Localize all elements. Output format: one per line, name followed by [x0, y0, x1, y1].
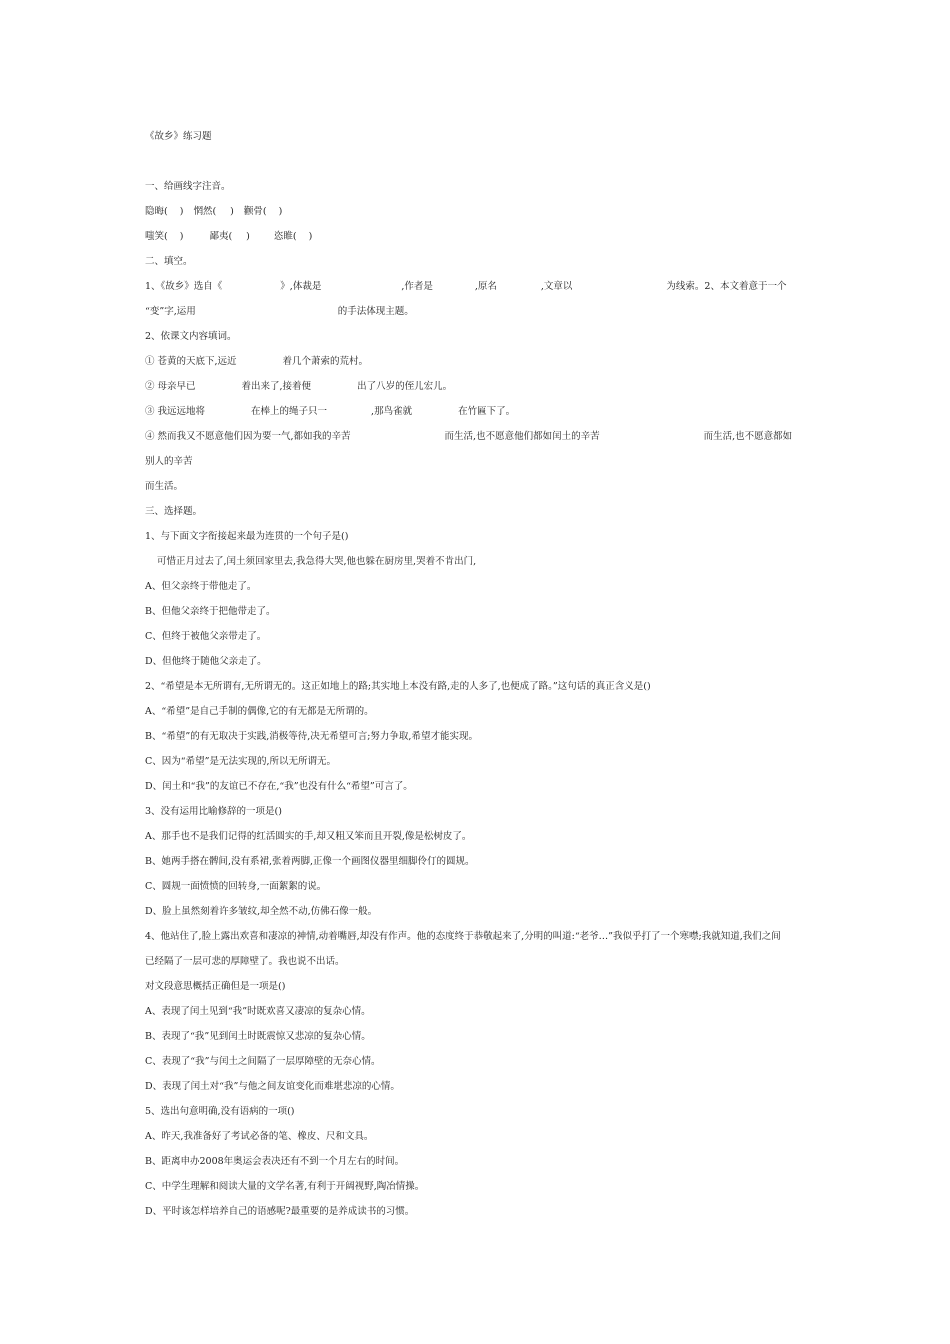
choice-2-option-b: B、“希望”的有无取决于实践,消极等待,决无希望可言;努力争取,希望才能实现。 [145, 731, 478, 742]
choice-3-stem: 3、没有运用比喻修辞的一项是() [145, 806, 282, 817]
text-segment: ,原名 [474, 281, 497, 292]
choice-2-option-c: C、因为“希望”是无法实现的,所以无所谓无。 [145, 756, 337, 767]
pinyin-item: 惘然( [193, 206, 217, 217]
choice-1-passage: 可惜正月过去了,闰土须回家里去,我急得大哭,他也躲在厨房里,哭着不肯出门, [157, 556, 477, 567]
pinyin-close: ) [278, 206, 283, 217]
text-segment: ② 母亲早已 [145, 381, 196, 392]
pinyin-close: ) [308, 231, 313, 242]
pinyin-close: ) [179, 206, 184, 217]
choice-5-stem: 5、选出句意明确,没有语病的一项() [145, 1106, 295, 1117]
choice-5-option-b: B、距离申办2008年奥运会表决还有不到一个月左右的时间。 [145, 1156, 405, 1167]
choice-2-stem: 2、“希望是本无所谓有,无所谓无的。这正如地上的路;其实地上本没有路,走的人多了,也便成了路。”这句话的真正含义是() [145, 681, 651, 692]
text-segment: 出了八岁的侄儿宏儿。 [357, 381, 453, 392]
pinyin-item: 鄙夷( [209, 231, 233, 242]
fill-question-1-line-2 [145, 306, 414, 318]
choice-2-option-a: A、“希望”是自己手制的偶像,它的有无都是无所谓的。 [145, 706, 374, 717]
choice-3-option-c: C、圆规一面愤愤的回转身,一面絮絮的说。 [145, 881, 327, 892]
fill-item-3 [145, 406, 515, 418]
choice-3-option-d: D、脸上虽然刻着许多皱纹,却全然不动,仿佛石像一般。 [145, 906, 378, 917]
choice-4-stem: 对文段意思概括正确但是一项是() [145, 981, 286, 992]
text-segment: ④ 然而我又不愿意他们因为要一气,都如我的辛苦 [145, 431, 351, 442]
pinyin-close: ) [230, 206, 234, 217]
choice-4-option-d: D、表现了闰土对“我”与他之间友谊变化而难堪悲凉的心情。 [145, 1081, 400, 1092]
pinyin-close: ) [179, 231, 184, 242]
fill-item-4-line-1 [145, 431, 792, 443]
pinyin-row-2 [145, 231, 312, 243]
choice-3-option-b: B、她两手搭在髀间,没有系裙,张着两脚,正像一个画图仪器里细脚伶仃的圆规。 [145, 856, 475, 867]
text-segment: 在棒上的绳子只一 [251, 406, 328, 417]
pinyin-item: 隐晦( [145, 206, 168, 217]
fill-item-1 [145, 356, 368, 368]
fill-question-1-line-1 [145, 281, 786, 293]
text-segment: “变”字,运用 [145, 306, 196, 317]
doc-title: 《故乡》练习题 [145, 131, 212, 142]
text-segment: 而生活,也不愿意他们都如闰土的辛苦 [444, 431, 600, 442]
text-segment: 着几个萧索的荒村。 [282, 356, 369, 367]
section-1-heading: 一、给画线字注音。 [145, 181, 231, 192]
pinyin-close: ) [246, 231, 250, 242]
text-segment: 的手法体现主题。 [337, 306, 414, 317]
choice-4-option-b: B、表现了“我”见到闰土时既震惊又悲凉的复杂心情。 [145, 1031, 371, 1042]
text-segment: ① 苍黄的天底下,远近 [145, 356, 237, 367]
text-segment: 着出来了,接着便 [241, 381, 312, 392]
choice-1-option-a: A、但父亲终于带他走了。 [145, 581, 257, 592]
choice-4-passage-line-1: 4、他站住了,脸上露出欢喜和凄凉的神情,动着嘴唇,却没有作声。他的态度终于恭敬起来了,分明的叫道:“老爷…”我似乎打了一个寒噤;我就知道,我们之间 [145, 931, 781, 942]
choice-1-option-b: B、但他父亲终于把他带走了。 [145, 606, 276, 617]
choice-4-passage-line-2: 已经隔了一层可悲的厚障壁了。我也说不出话。 [145, 956, 345, 967]
text-segment: ,作者是 [401, 281, 433, 292]
text-segment: 1、《故乡》选自《 [145, 281, 223, 292]
text-segment: ③ 我远远地将 [145, 406, 206, 417]
fill-item-4-line-3: 而生活。 [145, 481, 184, 492]
choice-4-option-c: C、表现了“我”与闰土之间隔了一层厚障壁的无奈心情。 [145, 1056, 381, 1067]
pinyin-item: 嗤笑( [145, 231, 168, 242]
fill-item-4-line-2: 别人的辛苦 [145, 456, 193, 467]
fill-question-2: 2、依课文内容填词。 [145, 331, 237, 342]
pinyin-row-1 [145, 206, 282, 218]
text-segment: 在竹匾下了。 [458, 406, 516, 417]
text-segment: ,文章以 [540, 281, 573, 292]
pinyin-item: 恣睢( [273, 231, 297, 242]
section-2-heading: 二、填空。 [145, 256, 193, 267]
fill-item-2 [145, 381, 452, 393]
text-segment: 而生活,也不愿意都如 [703, 431, 793, 442]
choice-5-option-a: A、昨天,我准备好了考试必备的笔、橡皮、尺和文具。 [145, 1131, 374, 1142]
text-segment: 为线索。2、本文着意于一个 [666, 281, 787, 292]
choice-4-option-a: A、表现了闰土见到“我”时既欢喜又凄凉的复杂心情。 [145, 1006, 371, 1017]
section-3-heading: 三、选择题。 [145, 506, 203, 517]
pinyin-item: 颧骨( [243, 206, 267, 217]
choice-2-option-d: D、闰土和“我”的友谊已不存在,“我”也没有什么“希望”可言了。 [145, 781, 413, 792]
choice-1-option-c: C、但终于被他父亲带走了。 [145, 631, 267, 642]
choice-1-stem: 1、与下面文字衔接起来最为连贯的一个句子是() [145, 531, 349, 542]
choice-5-option-c: C、中学生理解和阅读大量的文学名著,有利于开阔视野,陶冶情操。 [145, 1181, 425, 1192]
choice-1-option-d: D、但他终于随他父亲走了。 [145, 656, 267, 667]
text-segment: ,那鸟雀就 [371, 406, 413, 417]
choice-5-option-d: D、平时该怎样培养自己的语感呢?最重要的是养成读书的习惯。 [145, 1206, 415, 1217]
choice-3-option-a: A、那手也不是我们记得的红活圆实的手,却又粗又笨而且开裂,像是松树皮了。 [145, 831, 472, 842]
text-segment: 》,体裁是 [280, 281, 322, 292]
